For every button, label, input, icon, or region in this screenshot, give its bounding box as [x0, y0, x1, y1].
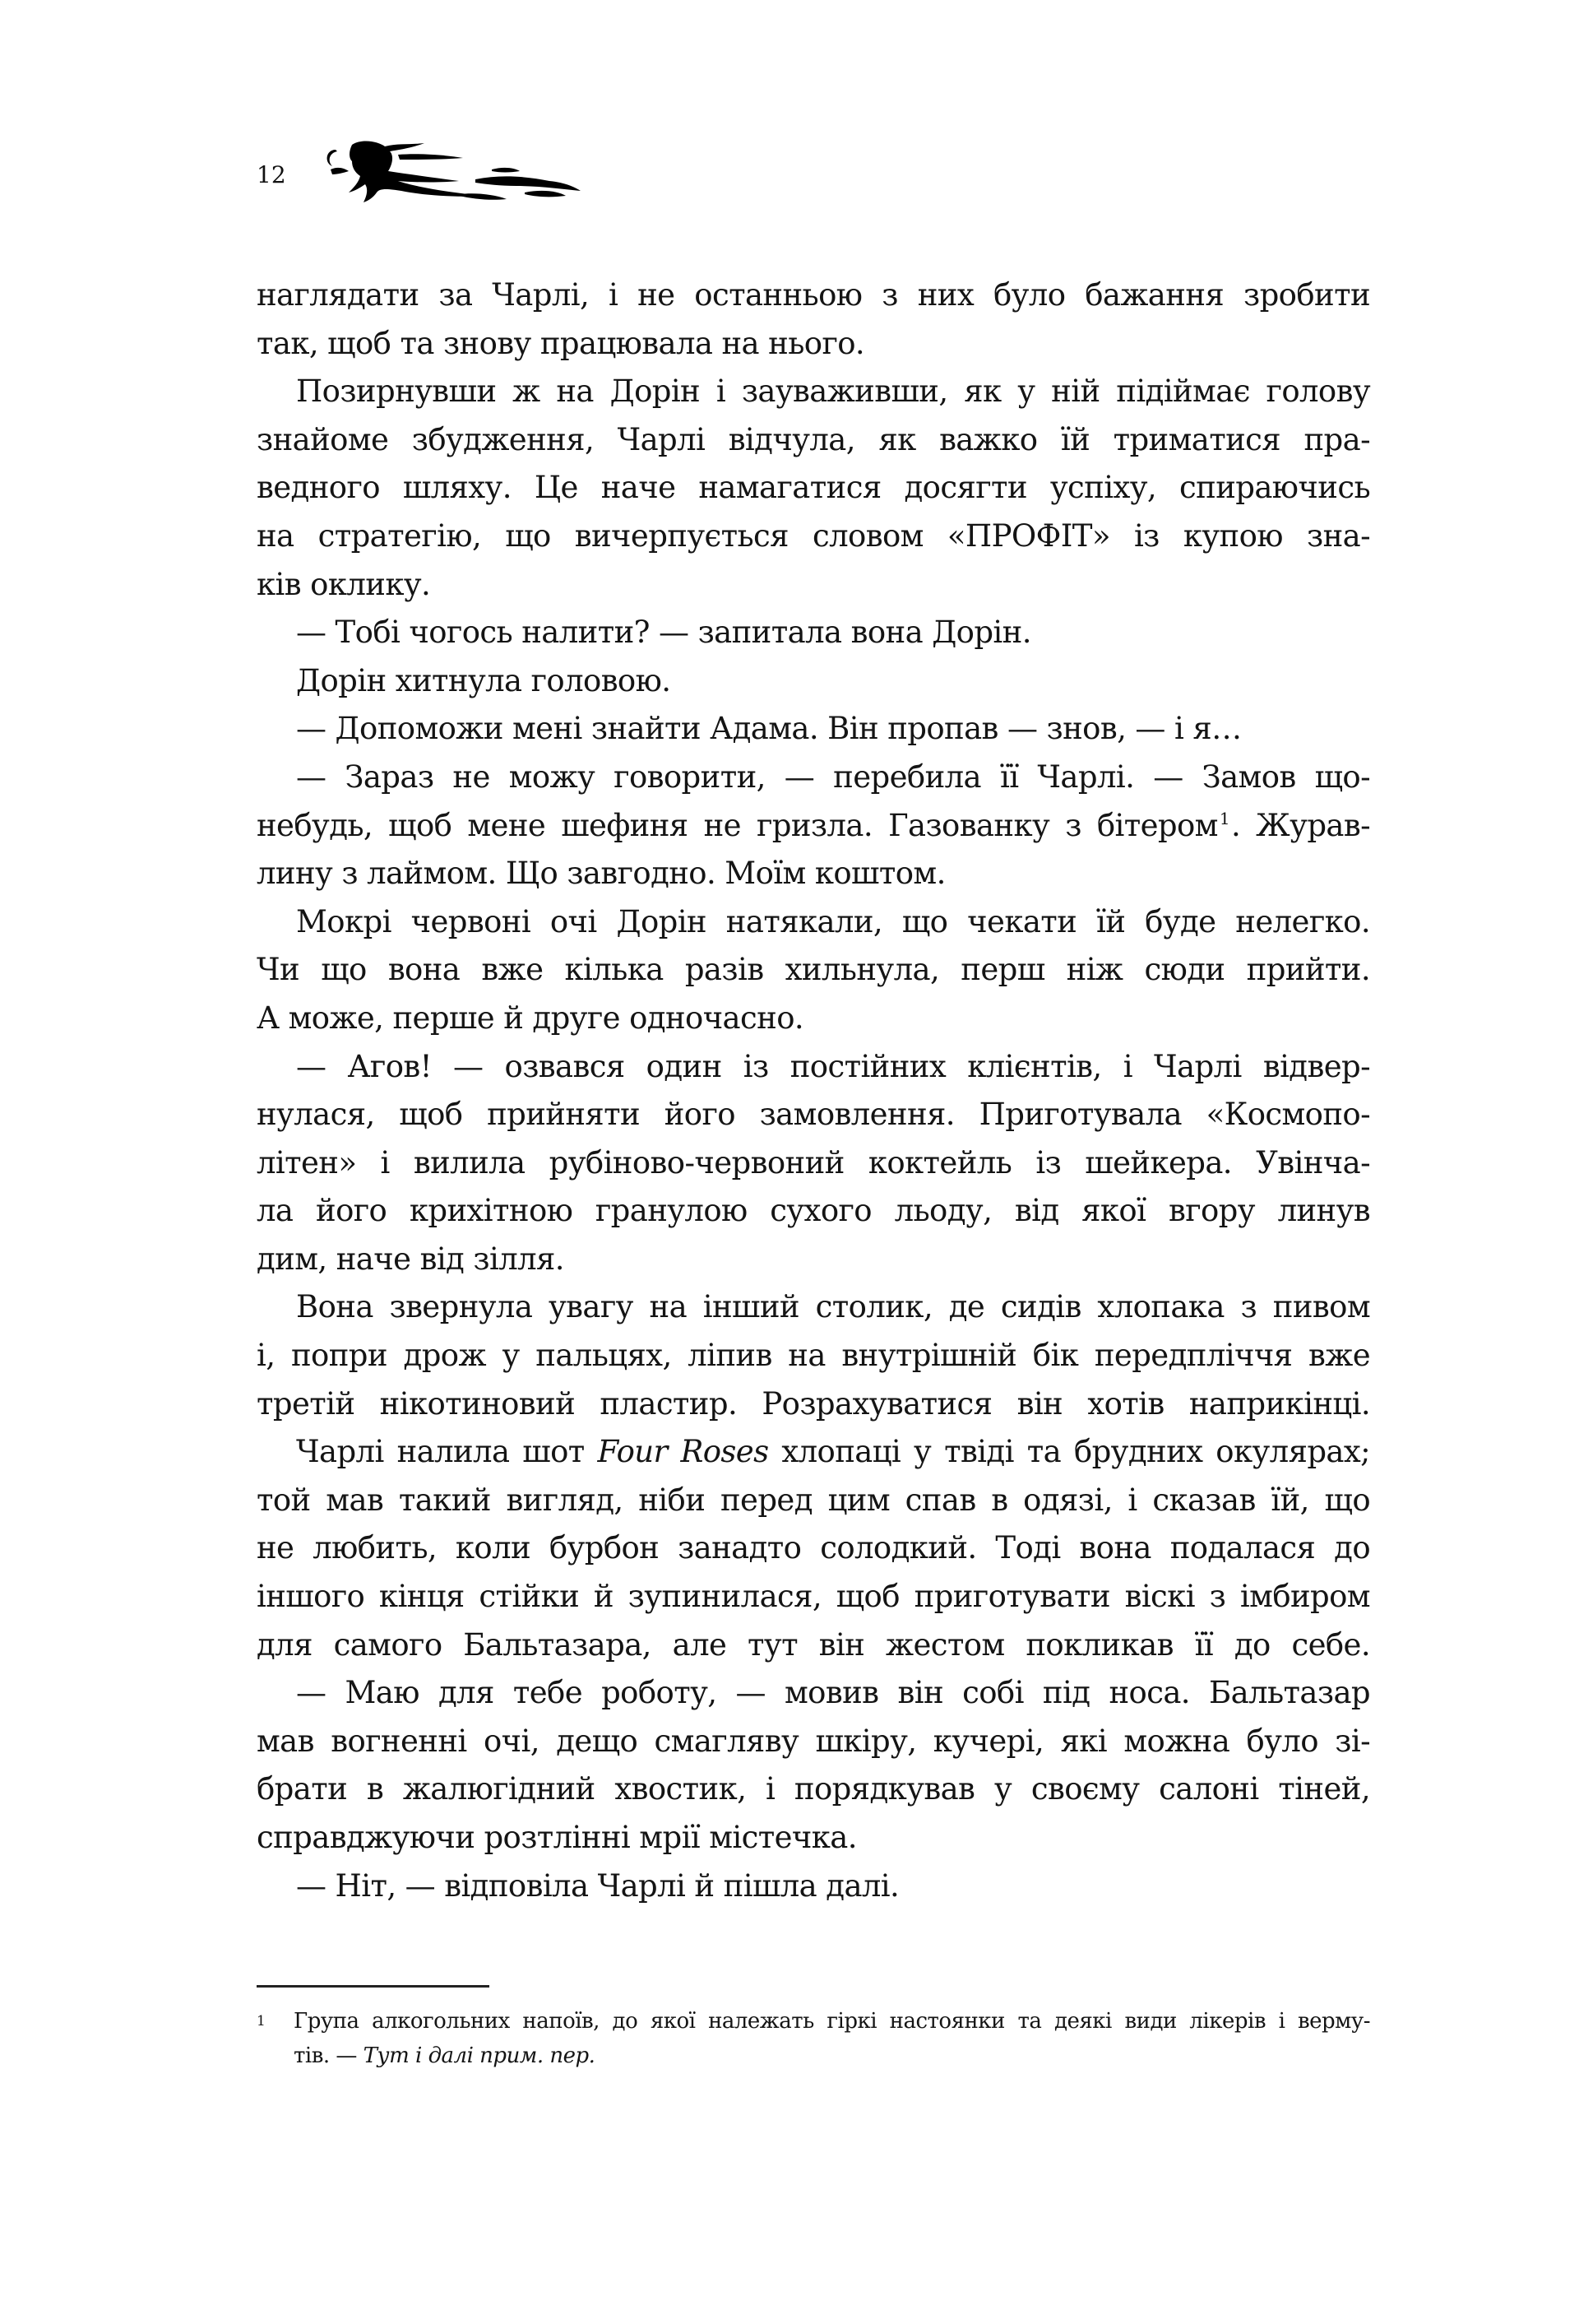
text-line: брати в жалюгідний хвостик, і порядкував у своєму салоні тіней,: [257, 1771, 1370, 1807]
text-segment: . Журав-: [1230, 807, 1370, 843]
text-line: і, попри дрож у пальцях, ліпив на внутрішній бік передпліччя вже: [257, 1338, 1370, 1374]
footnote: [257, 2004, 1370, 2073]
text-line: лину з лаймом. Що завгодно. Моїм коштом.: [257, 856, 946, 892]
text-line: літен» і вилила рубіново-червоний коктейль із шейкера. Увінча-: [257, 1144, 1370, 1181]
dialogue-line: — Ніт, — відповіла Чарлі й пішла далі.: [296, 1867, 900, 1904]
footnote-line: [294, 2039, 1370, 2073]
footnote-reference[interactable]: 1: [1219, 808, 1229, 828]
paragraph-start-line: [257, 1428, 1370, 1477]
text-line: наглядати за Чарлі, і не останньою з них було бажання зробити: [257, 277, 1370, 313]
text-line: для самого Бальтазара, але тут він жестом покликав її до себе.: [257, 1626, 1370, 1663]
body-text: [257, 271, 1370, 1910]
dialogue-line: — Агов! — озвався один із постійних клієнтів, і Чарлі відвер-: [296, 1048, 1370, 1084]
paragraph-start-line: Мокрі червоні очі Дорін натякали, що чекати їй буде нелегко.: [296, 903, 1370, 939]
text-line: третій нікотиновий пластир. Розрахуватися він хотів наприкінці.: [257, 1385, 1370, 1422]
footnote-text: [294, 2004, 1370, 2073]
text-line: на стратегію, що вичерпується словом «ПРОФІТ» із купою зна-: [257, 517, 1370, 554]
text-line: ла його крихітною гранулою сухого льоду, від якої вгору линув: [257, 1193, 1370, 1229]
text-segment: небудь, щоб мене шефиня не гризла. Газованку з бітером: [257, 807, 1218, 843]
text-line: ведного шляху. Це наче намагатися досягти успіху, спираючись: [257, 470, 1370, 506]
text-line: справджуючи розтлінні мрії містечка.: [257, 1820, 857, 1855]
dialogue-line: — Зараз не можу говорити, — перебила її Чарлі. — Замов що-: [296, 758, 1370, 795]
footnote-line: Група алкогольних напоїв, до якої належать гіркі настоянки та деякі види лікерів і верму-: [294, 2009, 1370, 2034]
italic-brand-name: Four Roses: [597, 1434, 769, 1470]
text-line: не любить, коли бурбон занадто солодкий. Тоді вона подалася до: [257, 1530, 1370, 1566]
text-line: нулася, щоб прийняти його замовлення. Приготувала «Космопо-: [257, 1097, 1370, 1133]
text-line: той мав такий вигляд, ніби перед цим спав в одязі, і сказав їй, що: [257, 1482, 1370, 1518]
text-line: ків оклику.: [257, 566, 431, 602]
text-line: А може, перше й друге одночасно.: [257, 1000, 804, 1036]
dialogue-line: — Тобі чогось налити? — запитала вона Дорін.: [296, 615, 1031, 651]
text-line-with-footnote-ref: [257, 802, 1370, 851]
text-segment: тів. —: [294, 2043, 363, 2068]
footnote-divider: [257, 1985, 489, 1988]
text-segment: хлопаці у твіді та брудних окулярах;: [768, 1434, 1371, 1470]
page-number: 12: [257, 161, 286, 188]
dialogue-line: — Допоможи мені знайти Адама. Він пропав — знов, — і я…: [296, 711, 1242, 747]
text-line: іншого кінця стійки й зупинилася, щоб приготувати віскі з імбиром: [257, 1579, 1370, 1615]
witch-silhouette-ornament-icon: [319, 138, 582, 204]
text-line: знайоме збудження, Чарлі відчула, як важко їй триматися пра-: [257, 421, 1370, 457]
footnote-mark: 1: [257, 2013, 266, 2029]
text-line: дим, наче від зілля.: [257, 1241, 564, 1277]
text-segment: Чарлі налила шот: [296, 1434, 598, 1470]
text-line: мав вогненні очі, дещо смагляву шкіру, кучері, які можна було зі-: [257, 1723, 1370, 1759]
paragraph-start-line: Дорін хитнула головою.: [296, 662, 671, 698]
translator-note: Тут і далі прим. пер.: [363, 2043, 595, 2068]
text-line: Чи що вона вже кілька разів хильнула, перш ніж сюди прийти.: [257, 952, 1370, 988]
dialogue-line: — Маю для тебе роботу, — мовив він собі під носа. Бальтазар: [296, 1675, 1370, 1711]
text-line: так, щоб та знову працювала на нього.: [257, 325, 865, 361]
paragraph-start-line: Вона звернула увагу на інший столик, де сидів хлопака з пивом: [296, 1289, 1370, 1325]
paragraph-start-line: Позирнувши ж на Дорін і зауваживши, як у ній підіймає голову: [296, 373, 1370, 410]
